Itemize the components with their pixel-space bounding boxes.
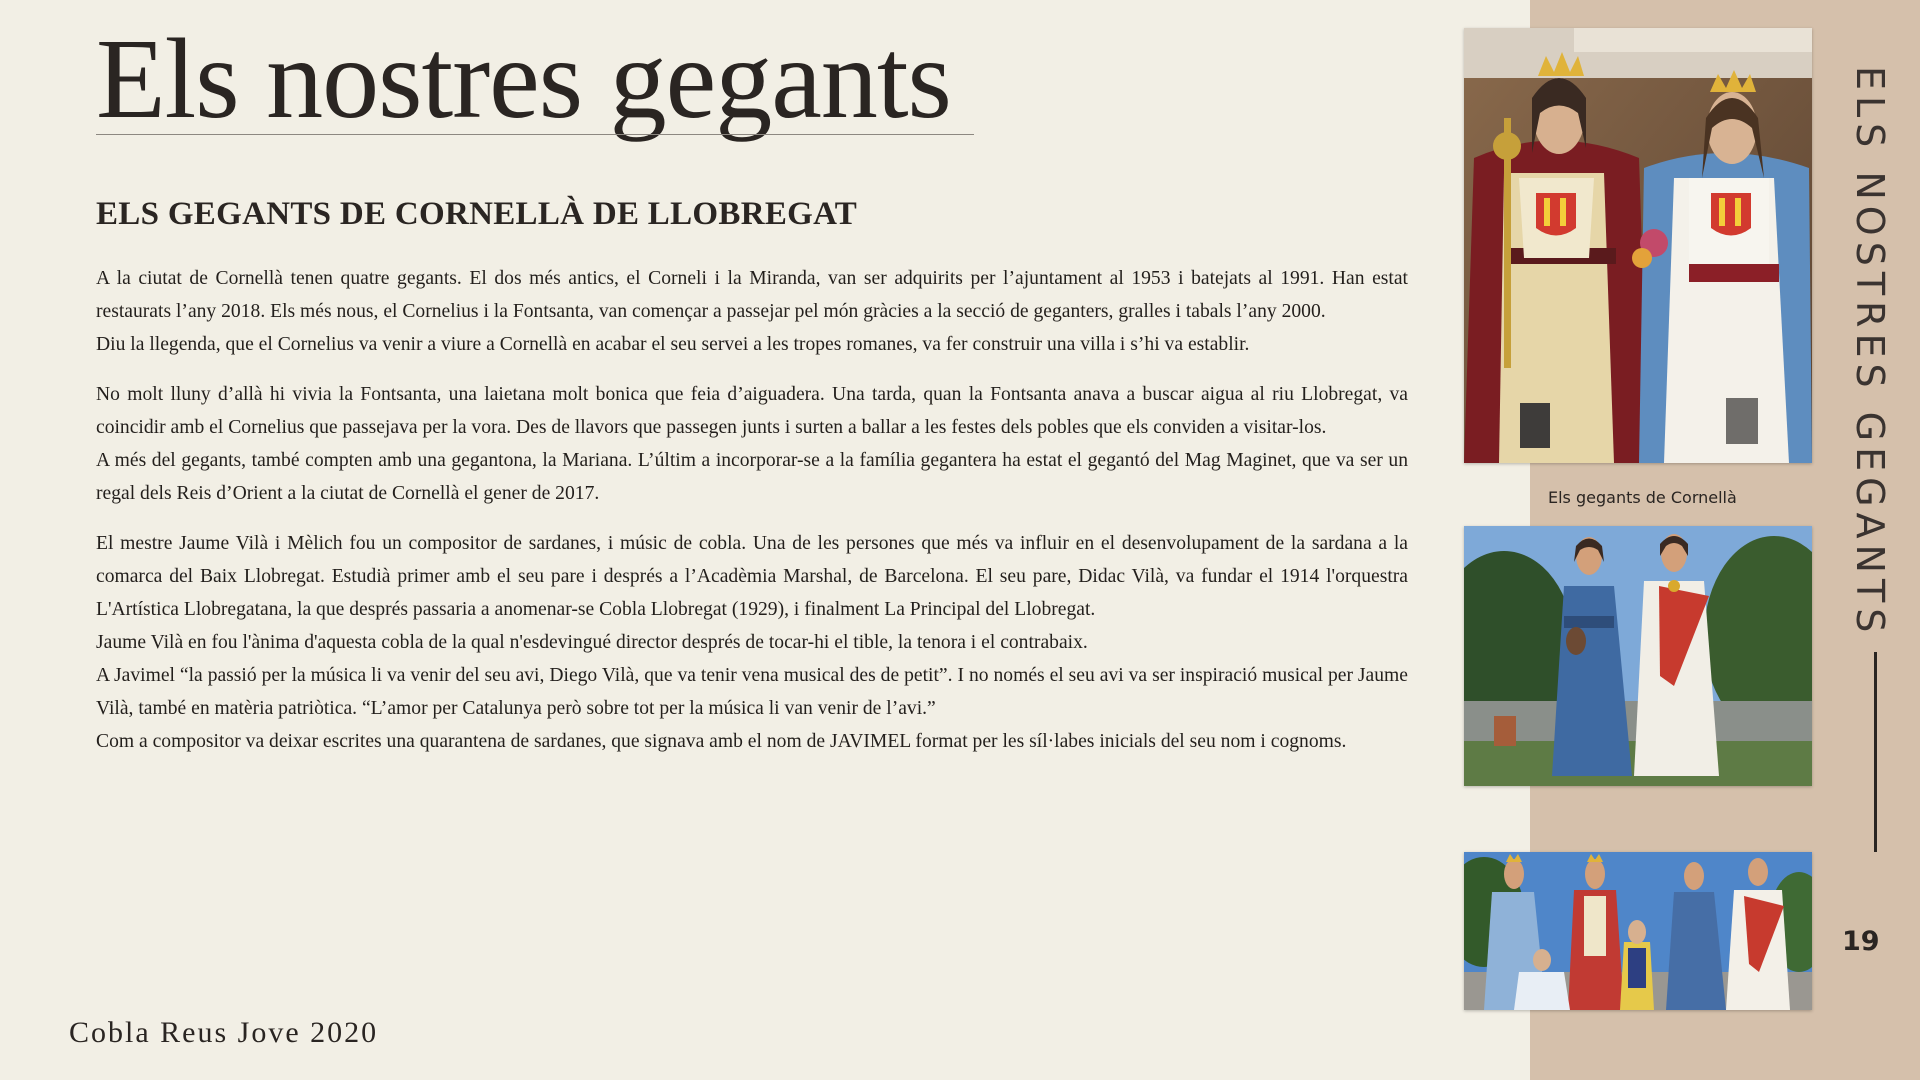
body-paragraph: A més del gegants, també compten amb una gegantona, la Mariana. L’últim a incorporar-se a la família gegantera ha estat el gegantó del Mag Maginet, que va ser un regal dels Reis d’Orient a la ciutat de Cornellà el gener de 2017. (96, 450, 1408, 504)
section-subtitle: ELS GEGANTS DE CORNELLÀ DE LLOBREGAT (96, 196, 858, 232)
title-underline (96, 134, 974, 135)
body-text (96, 262, 1408, 758)
page-title: Els nostres gegants (96, 15, 951, 142)
vertical-divider (1874, 652, 1877, 852)
body-paragraph: El mestre Jaume Vilà i Mèlich fou un compositor de sardanes, i músic de cobla. Una de les persones que més va influir en el desenvolupament de la sardana a la comarca del Baix Llobregat. Estudià primer amb el seu pare i després a l’Acadèmia Marshal, de Barcelona. El seu pare, Didac Vilà, va fundar el 1914 l'orquestra L'Artística Llobregatana, la que després passaria a anomenar-se Cobla Llobregat (1929), i finalment La Principal del Llobregat. (96, 533, 1408, 620)
giants-corneli-miranda-photo (1464, 28, 1812, 463)
body-paragraph: A la ciutat de Cornellà tenen quatre gegants. El dos més antics, el Corneli i la Miranda, van ser adquirits per l’ajuntament al 1953 i batejats al 1991. Han estat restaurats l’any 2018. Els més nous, el Cornelius i la Fontsanta, van començar a passejar pel món gràcies a la secció de geganters, gralles i tabals l’any 2000. (96, 268, 1408, 322)
page-number: 19 (1842, 926, 1880, 957)
giants-park-photo (1464, 526, 1812, 786)
body-paragraph: Diu la llegenda, que el Cornelius va venir a viure a Cornellà en acabar el seu servei a les tropes romanes, va fer construir una villa i s’hi va establir. (96, 334, 1250, 355)
photo-caption: Els gegants de Cornellà (1548, 488, 1737, 507)
giants-group-photo (1464, 852, 1812, 1010)
body-paragraph: Com a compositor va deixar escrites una quarantena de sardanes, que signava amb el nom de JAVIMEL format per les síl·labes inicials del seu nom i cognoms. (96, 731, 1347, 752)
vertical-section-title: ELS NOSTRES GEGANTS (1848, 66, 1892, 639)
body-paragraph: A Javimel “la passió per la música li va venir del seu avi, Diego Vilà, que va tenir vena musical des de petit”. I no només el seu avi va ser inspiració musical per Jaume Vilà, també en matèria patriòtica. “L’amor per Catalunya però sobre tot per la música li van venir de l’avi.” (96, 665, 1408, 719)
body-paragraph: No molt lluny d’allà hi vivia la Fontsanta, una laietana molt bonica que feia d’aiguadera. Una tarda, quan la Fontsanta anava a buscar aigua al riu Llobregat, va coincidir amb el Cornelius que passejava per la vora. Des de llavors que passegen junts i surten a ballar a les festes dels pobles que els conviden a visitar-los. (96, 384, 1408, 438)
footer-label: Cobla Reus Jove 2020 (69, 1016, 379, 1049)
body-paragraph: Jaume Vilà en fou l'ànima d'aquesta cobla de la qual n'esdevingué director després de tocar-hi el tible, la tenora i el contrabaix. (96, 632, 1088, 653)
